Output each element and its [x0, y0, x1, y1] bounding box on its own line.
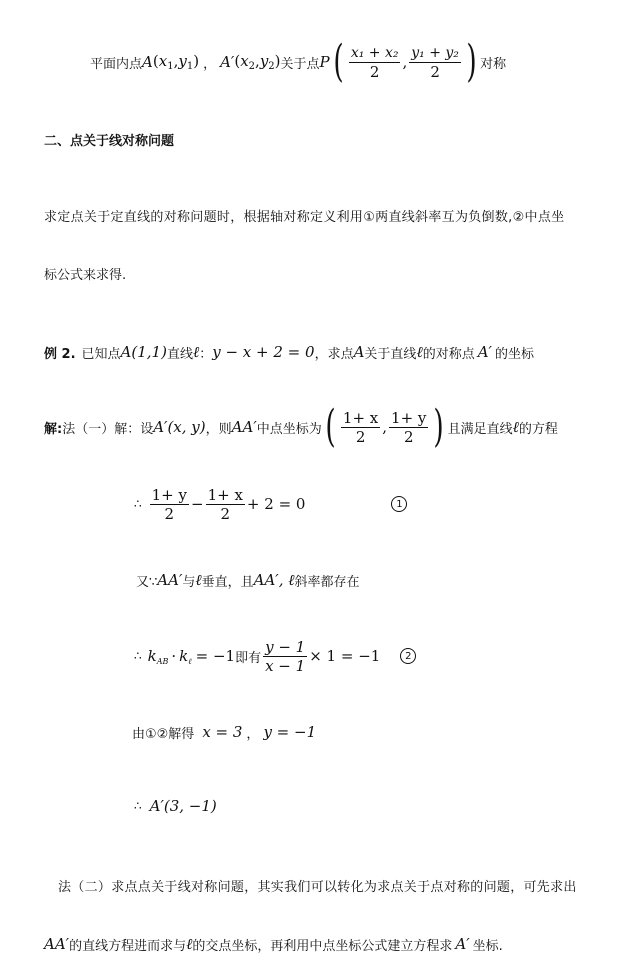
midpoint-y-fraction [409, 45, 461, 80]
left-paren: ( [333, 36, 344, 87]
dot-operator: · [171, 647, 177, 665]
text: 垂直，且 [201, 574, 254, 590]
fraction-denominator: 2 [369, 62, 380, 81]
line-ell: ℓ [192, 342, 200, 361]
fraction-denominator: 2 [164, 504, 175, 523]
text: 即有 [235, 650, 262, 666]
point-p: P [319, 53, 330, 71]
result-line [134, 794, 217, 818]
text: 坐标. [472, 938, 503, 954]
point-a-prime: A′ [477, 343, 492, 361]
equation-rest: × 1 = −1 [309, 647, 381, 665]
example-text: 已知点 [81, 346, 121, 362]
equation-1 [134, 482, 407, 526]
comma: , [382, 418, 388, 436]
point-a: A(1,1) [120, 343, 167, 361]
right-paren: ) [466, 36, 477, 87]
minus-sign: − [191, 495, 204, 513]
point-a-coords: $(x_1,y_1)$ [152, 52, 200, 72]
text: 的交点坐标，再利用中点坐标公式建立方程求 [192, 938, 453, 954]
segment-aa-prime: AA′ [157, 571, 183, 589]
fraction-denominator: 2 [430, 62, 440, 81]
solution-text: 的方程 [518, 421, 558, 437]
midpoint-y-fraction [389, 410, 428, 445]
midpoint-x-fraction [349, 45, 401, 80]
line-ell: ℓ [512, 417, 519, 436]
segment-and-line: AA′, ℓ [253, 570, 295, 589]
solve-line [132, 720, 316, 744]
slope-k-l: $k_\ell$ [179, 646, 192, 666]
therefore-symbol: ∴ [134, 799, 142, 813]
tail-text: 对称 [480, 56, 507, 72]
solution-label: 解: [44, 421, 63, 437]
slope-k-ab: $k_{AB}$ [147, 646, 169, 666]
midpoint-x-fraction [341, 410, 380, 445]
solution-text: 且满足直线 [447, 421, 513, 437]
example-2-line [44, 340, 534, 364]
text: 又∵ [136, 574, 158, 590]
point-a-prime-coords: A′(x, y) [153, 418, 206, 436]
fraction-numerator: 1+ x [342, 408, 379, 427]
line-ell: ℓ [186, 934, 193, 953]
lead-text: 平面内点 [90, 56, 143, 72]
segment-aa-prime: AA′ [44, 935, 70, 953]
result-point: A′(3, −1) [149, 797, 217, 815]
method-2-line-1: 法（二）求点点关于线对称问题，其实我们可以转化为求点关于点对称的问题，可先求出 [58, 880, 577, 895]
text: 由①②解得 [132, 726, 195, 742]
fraction-numerator: 1+ y [391, 408, 427, 427]
y-value: y = −1 [263, 723, 317, 741]
example-text: 关于直线 [364, 346, 417, 362]
point-a-prime: A′ [220, 53, 235, 71]
therefore-symbol: ∴ [134, 649, 142, 663]
comma: , [402, 53, 408, 71]
therefore-symbol: ∴ [134, 497, 142, 511]
point-a: A [142, 53, 153, 71]
example-text: 的对称点 [422, 346, 475, 362]
equals-minus-one: = −1 [195, 647, 236, 665]
slope-fraction [263, 639, 307, 674]
fraction-numerator: 1+ y [151, 485, 187, 504]
paragraph-line-2: 标公式来求得. [44, 268, 127, 283]
circled-marker-1: 1 [391, 496, 407, 512]
text: 的直线方程进而求与 [69, 938, 187, 954]
line-ell: ℓ [416, 342, 423, 361]
fraction [206, 487, 245, 522]
fraction-numerator: y − 1 [265, 637, 306, 656]
point-a-prime-coords: $(x_2,y_2)$ [234, 52, 281, 72]
text: 斜率都存在 [294, 574, 360, 590]
fraction [150, 487, 189, 522]
x-value: x = 3 [202, 723, 243, 741]
circled-marker-2: 2 [400, 648, 416, 664]
point-a-prime: A′ [455, 935, 470, 953]
midpoint-symmetry-line [90, 36, 507, 87]
right-paren: ) [433, 401, 445, 452]
example-text: ，求点 [314, 346, 354, 362]
fraction-numerator: x₁ + x₂ [350, 44, 399, 61]
point-a: A [353, 343, 365, 361]
equation-rest: + 2 = 0 [246, 495, 306, 513]
fraction-denominator: 2 [403, 427, 414, 446]
solution-text: ，则 [205, 421, 232, 437]
fraction-denominator: 2 [355, 427, 366, 446]
equation-2 [134, 634, 416, 678]
fraction-numerator: y₁ + y₂ [411, 44, 459, 61]
example-text: 的坐标 [494, 346, 534, 362]
fraction-numerator: 1+ x [207, 485, 243, 504]
perpendicular-line [136, 568, 360, 592]
comma: ， [203, 56, 217, 72]
left-paren: ( [325, 401, 336, 452]
solution-text: 中点坐标为 [256, 421, 322, 437]
line-equation: y − x + 2 = 0 [212, 343, 315, 361]
section-heading: 二、点关于线对称问题 [44, 134, 175, 149]
comma: ， [246, 726, 260, 742]
paragraph-line-1: 求定点关于定直线的对称问题时，根据轴对称定义利用①两直线斜率互为负倒数,②中点坐 [44, 210, 565, 225]
example-label: 例 2. [44, 346, 76, 362]
fraction-denominator: 2 [220, 504, 231, 523]
line-ell: ℓ [195, 570, 202, 589]
segment-aa-prime: AA′ [231, 418, 257, 436]
colon: ： [199, 346, 213, 362]
solution-text: 法（一）解：设 [62, 421, 154, 437]
method-2-line-2 [44, 932, 503, 956]
solution-line [44, 401, 558, 452]
example-text: 直线 [166, 346, 193, 362]
fraction-denominator: x − 1 [265, 656, 306, 675]
about-text: 关于点 [280, 56, 320, 72]
text: 与 [182, 574, 196, 590]
